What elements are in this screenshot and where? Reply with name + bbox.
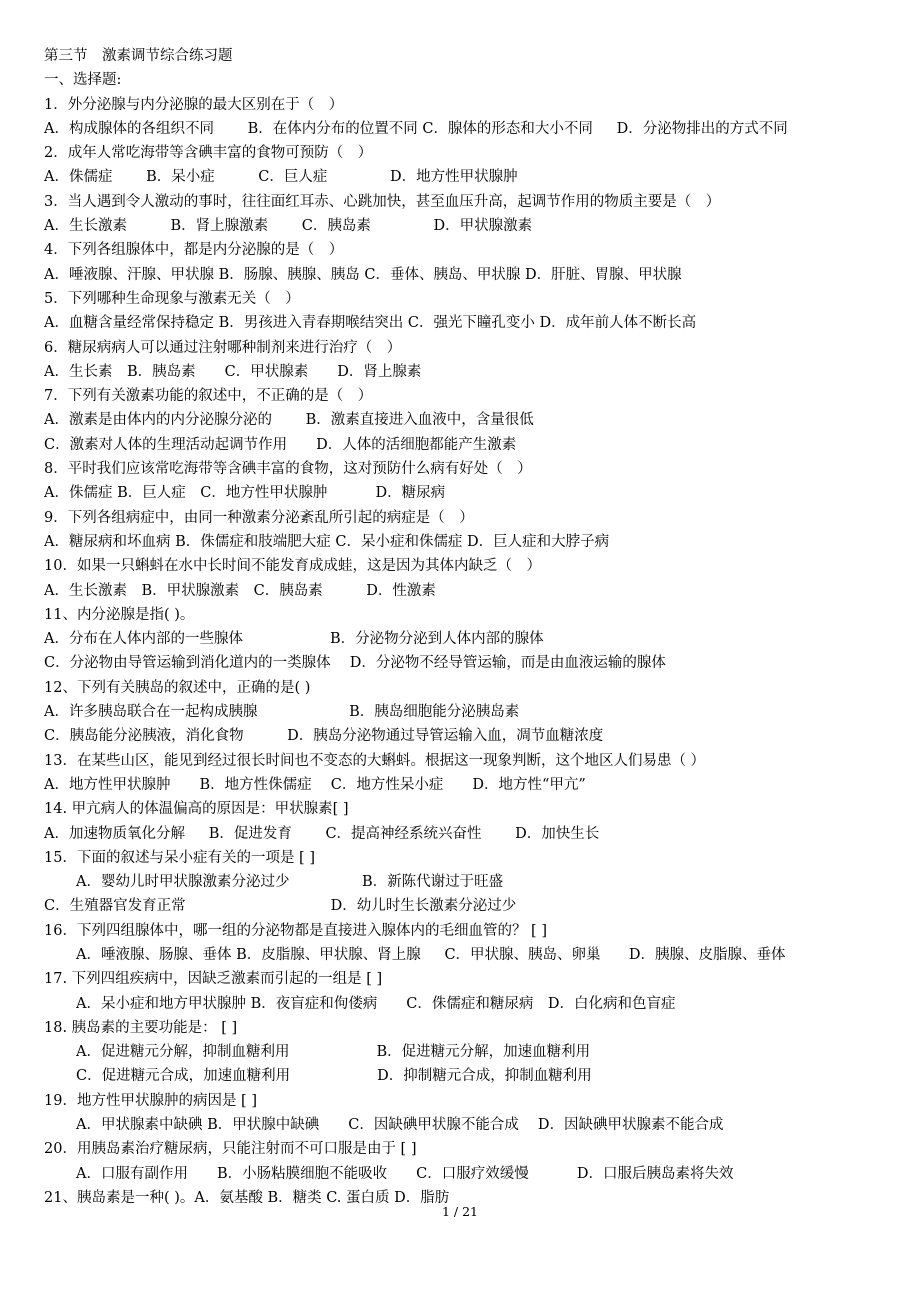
- text-line: C．促进糖元合成，加速血糖利用 D．抑制糖元合成，抑制血糖利用: [76, 1068, 592, 1085]
- text-line: 20．用胰岛素治疗糖尿病，只能注射而不可口服是由于 [ ]: [44, 1141, 417, 1158]
- text-line: A．地方性甲状腺肿 B．地方性侏儒症 C．地方性呆小症 D．地方性“甲亢”: [44, 776, 586, 793]
- text-line: 15．下面的叙述与呆小症有关的一项是 [ ]: [44, 849, 315, 866]
- text-line: A．生长激素 B．甲状腺激素 C．胰岛素 D．性激素: [44, 582, 436, 599]
- page-number: 1 / 21: [441, 1204, 479, 1219]
- text-line: 1．外分泌腺与内分泌腺的最大区别在于（ ）: [44, 96, 344, 113]
- text-line: C．激素对人体的生理活动起调节作用 D．人体的活细胞都能产生激素: [44, 436, 517, 453]
- text-line: A．口服有副作用 B．小肠粘膜细胞不能吸收 C．口服疗效缓慢 D．口服后胰岛素将失效: [76, 1165, 734, 1182]
- document-body: [44, 44, 884, 1210]
- text-line: 4．下列各组腺体中，都是内分泌腺的是（ ）: [44, 242, 344, 259]
- text-line: 11、内分泌腺是指( )。: [44, 606, 195, 623]
- text-line: A．唾液腺、汗腺、甲状腺 B．肠腺、胰腺、胰岛 C．垂体、胰岛、甲状腺 D．肝脏、胃腺、甲状腺: [44, 266, 682, 283]
- text-line: 6．糖尿病病人可以通过注射哪种制剂来进行治疗（ ）: [44, 339, 402, 356]
- text-line: A．侏儒症 B．呆小症 C．巨人症 D．地方性甲状腺肿: [44, 169, 518, 186]
- text-line: A．生长激素 B．肾上腺激素 C．胰岛素 D．甲状腺激素: [44, 218, 533, 235]
- text-line: C．生殖器官发育正常 D．幼儿时生长激素分泌过少: [44, 898, 517, 915]
- text-line: A．许多胰岛联合在一起构成胰腺 B．胰岛细胞能分泌胰岛素: [44, 704, 520, 721]
- text-line: A．婴幼儿时甲状腺激素分泌过少 B．新陈代谢过于旺盛: [76, 874, 504, 891]
- text-line: A．构成腺体的各组织不同 B．在体内分布的位置不同 C．腺体的形态和大小不同 D．分泌物排出的方式不同: [44, 120, 788, 137]
- text-line: 18. 胰岛素的主要功能是： [ ]: [44, 1019, 238, 1036]
- text-line: 19．地方性甲状腺肿的病因是 [ ]: [44, 1092, 257, 1109]
- text-line: 第三节 激素调节综合练习题: [44, 48, 233, 64]
- text-line: 13．在某些山区，能见到经过很长时间也不变态的大蝌蚪。根据这一现象判断，这个地区人们易患（ ）: [44, 752, 706, 769]
- text-line: A．激素是由体内的内分泌腺分泌的 B．激素直接进入血液中，含量很低: [44, 412, 534, 429]
- text-line: A．生长素 B．胰岛素 C．甲状腺素 D．肾上腺素: [44, 363, 422, 380]
- text-line: C．胰岛能分泌胰液，消化食物 D．胰岛分泌物通过导管运输入血，凋节血糖浓度: [44, 728, 604, 745]
- text-line: 10．如果一只蝌蚪在水中长时间不能发育成成蛙，这是因为其体内缺乏（ ）: [44, 558, 541, 575]
- text-line: A．糖尿病和坏血病 B．侏儒症和肢端肥大症 C．呆小症和侏儒症 D．巨人症和大脖子病: [44, 533, 610, 550]
- text-line: A．唾液腺、肠腺、垂体 B．皮脂腺、甲状腺、肾上腺 C．甲状腺、胰岛、卵巢 D．胰腺、皮脂腺、垂体: [76, 946, 786, 963]
- text-line: 14. 甲亢病人的体温偏高的原因是：甲状腺素[ ]: [44, 801, 349, 818]
- text-line: A．甲状腺素中缺碘 B．甲状腺中缺碘 C．因缺碘甲状腺不能合成 D．因缺碘甲状腺素不能合成: [76, 1117, 724, 1134]
- text-line: 一、选择题:: [44, 72, 122, 89]
- text-line: A．分布在人体内部的一些腺体 B．分泌物分泌到人体内部的腺体: [44, 631, 544, 648]
- text-line: 2．成年人常吃海带等含碘丰富的食物可预防（ ）: [44, 145, 373, 162]
- text-line: A．加速物质氧化分解 B．促进发育 C．提高神经系统兴奋性 D．加快生长: [44, 825, 600, 842]
- text-line: A．促进糖元分解，抑制血糖利用 B．促进糖元分解，加速血糖利用: [76, 1044, 591, 1061]
- text-line: 17. 下列四组疾病中，因缺乏激素而引起的一组是 [ ]: [44, 971, 383, 988]
- text-line: 12、下列有关胰岛的叙述中，正确的是( ): [44, 679, 311, 696]
- text-line: 16．下列四组腺体中，哪一组的分泌物都是直接进入腺体内的毛细血管的？ [ ]: [44, 922, 547, 939]
- text-line: 21、胰岛素是一种( )。A．氨基酸 B．糖类 C. 蛋白质 D．脂肪: [44, 1189, 450, 1206]
- text-line: 3．当人遇到令人激动的事时，往往面红耳赤、心跳加快，甚至血压升高，起调节作用的物质主要是（ ）: [44, 193, 721, 210]
- text-line: C．分泌物由导管运输到消化道内的一类腺体 D．分泌物不经导管运输，而是由血液运输的腺体: [44, 655, 666, 672]
- text-line: A．呆小症和地方甲状腺肿 B．夜盲症和佝偻病 C．侏儒症和糖尿病 D．白化病和色盲症: [76, 995, 676, 1012]
- text-line: 7．下列有关激素功能的叙述中，不正确的是（ ）: [44, 388, 373, 405]
- text-line: A．血糖含量经常保持稳定 B．男孩进入青春期喉结突出 C．强光下瞳孔变小 D．成年前人体不断长高: [44, 315, 697, 332]
- text-line: A．侏儒症 B．巨人症 C．地方性甲状腺肿 D．糖尿病: [44, 485, 446, 502]
- text-line: 5．下列哪种生命现象与激素无关（ ）: [44, 290, 300, 307]
- text-line: 9．下列各组病症中，由同一种激素分泌紊乱所引起的病症是（ ）: [44, 509, 474, 526]
- text-line: 8．平时我们应该常吃海带等含碘丰富的食物，这对预防什么病有好处（ ）: [44, 461, 532, 478]
